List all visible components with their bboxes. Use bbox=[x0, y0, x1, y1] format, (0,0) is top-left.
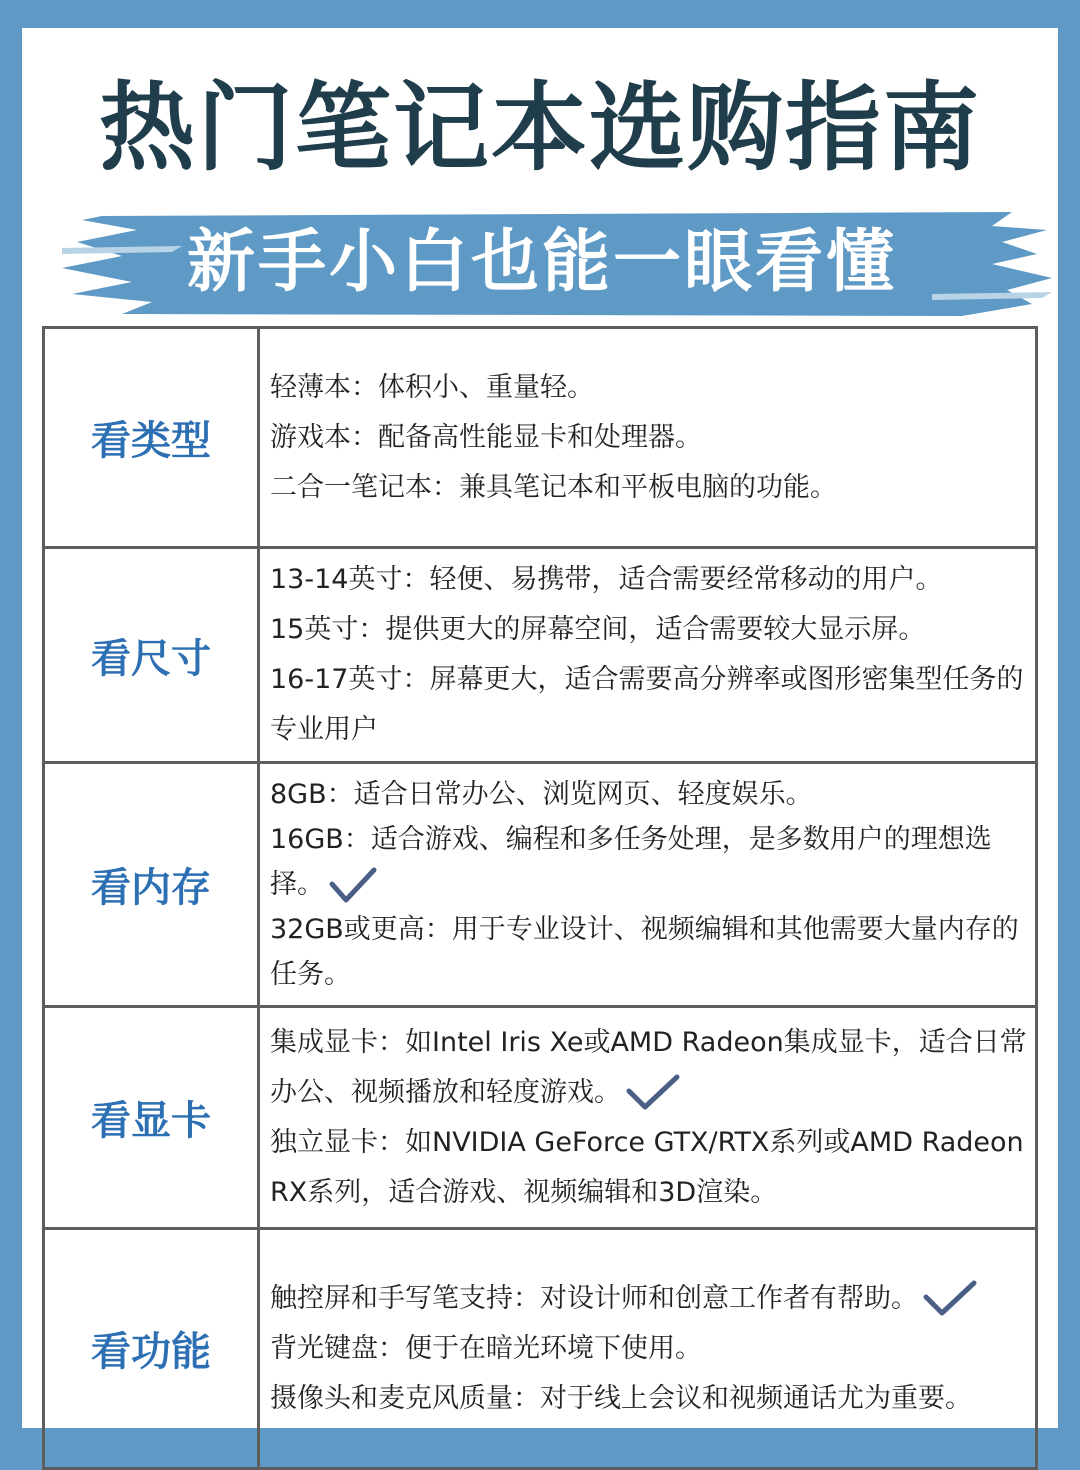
list-item: 15英寸：提供更大的屏幕空间，适合需要较大显示屏。 bbox=[270, 614, 926, 645]
table-row bbox=[44, 1007, 1037, 1229]
description-cell bbox=[259, 1007, 1037, 1229]
description-cell bbox=[259, 763, 1037, 1007]
list-item: 二合一笔记本：兼具笔记本和平板电脑的功能。 bbox=[270, 471, 837, 503]
page-title: 热门笔记本选购指南 bbox=[99, 72, 981, 184]
list-item: 集成显卡：如Intel Iris Xe或AMD Radeon集成显卡，适合日常办公、视频播放和轻度游戏。 bbox=[270, 1018, 1029, 1118]
guide-card bbox=[22, 28, 1058, 1428]
list-item: 摄像头和麦克风质量：对于线上会议和视频通话尤为重要。 bbox=[270, 1382, 972, 1414]
category-cell: 看内存 bbox=[44, 763, 259, 1007]
description-cell bbox=[259, 548, 1037, 763]
checkmark-icon bbox=[922, 1279, 978, 1319]
category-cell: 看显卡 bbox=[44, 1007, 259, 1229]
table-row bbox=[44, 548, 1037, 763]
category-cell: 看类型 bbox=[44, 328, 259, 548]
checkmark-icon bbox=[625, 1073, 681, 1113]
guide-table bbox=[42, 326, 1038, 1470]
list-item: 16GB：适合游戏、编程和多任务处理，是多数用户的理想选择。 bbox=[270, 817, 1029, 907]
list-item: 13-14英寸：轻便、易携带，适合需要经常移动的用户。 bbox=[270, 564, 943, 595]
list-item: 背光键盘：便于在暗光环境下使用。 bbox=[270, 1332, 702, 1364]
category-cell: 看尺寸 bbox=[44, 548, 259, 763]
table-row bbox=[44, 763, 1037, 1007]
table-row bbox=[44, 328, 1037, 548]
list-item: 触控屏和手写笔支持：对设计师和创意工作者有帮助。 bbox=[270, 1274, 1029, 1324]
description-cell bbox=[259, 1229, 1037, 1469]
list-item: 16-17英寸：屏幕更大，适合需要高分辨率或图形密集型任务的专业用户 bbox=[270, 664, 1024, 745]
description-cell bbox=[259, 328, 1037, 548]
list-item: 32GB或更高：用于专业设计、视频编辑和其他需要大量内存的任务。 bbox=[270, 914, 1019, 990]
list-item: 轻薄本：体积小、重量轻。 bbox=[270, 371, 594, 403]
subtitle-banner bbox=[62, 208, 1052, 318]
list-item: 8GB：适合日常办公、浏览网页、轻度娱乐。 bbox=[270, 779, 813, 810]
category-cell: 看功能 bbox=[44, 1229, 259, 1469]
list-item: 独立显卡：如NVIDIA GeForce GTX/RTX系列或AMD Radeon RX系列，适合游戏、视频编辑和3D渲染。 bbox=[270, 1126, 1024, 1208]
table-row bbox=[44, 1229, 1037, 1469]
checkmark-icon bbox=[328, 866, 378, 906]
list-item: 游戏本：配备高性能显卡和处理器。 bbox=[270, 421, 702, 453]
subtitle: 新手小白也能一眼看懂 bbox=[186, 223, 897, 302]
